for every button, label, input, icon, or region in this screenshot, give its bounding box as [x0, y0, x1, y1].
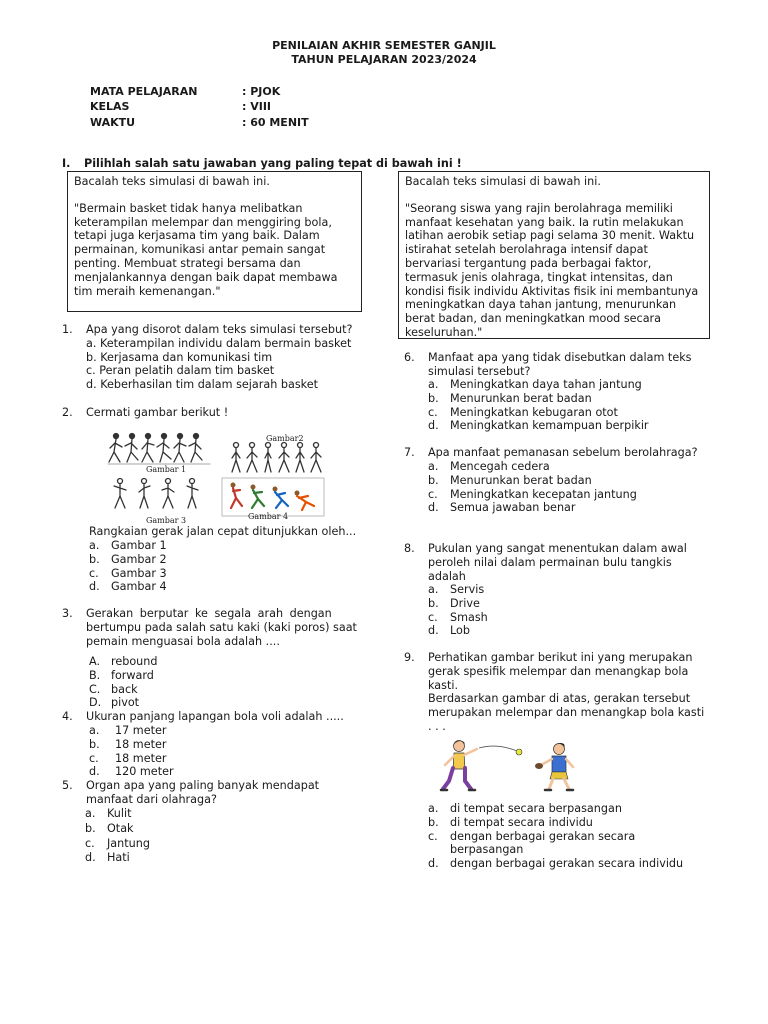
option-d[interactable]: d. Keberhasilan tim dalam sejarah basket — [86, 378, 318, 392]
figure-caption: Gambar 4 — [248, 512, 289, 521]
question-text: Organ apa yang paling banyak mendapat — [86, 779, 320, 792]
option-c[interactable]: c. Smash — [428, 610, 488, 624]
question-number: 8. — [404, 542, 415, 555]
question-8 — [404, 542, 724, 583]
question-number: 5. — [62, 779, 73, 792]
doc-subtitle: TAHUN PELAJARAN 2023/2024 — [291, 53, 477, 66]
question-text: Perhatikan gambar berikut ini yang merupakan — [428, 651, 693, 664]
question-text: manfaat dari olahraga? — [86, 792, 217, 806]
question-text: Pukulan yang sangat menentukan dalam awal — [428, 542, 687, 555]
question-3 — [62, 607, 382, 648]
doc-title: PENILAIAN AKHIR SEMESTER GANJIL — [272, 39, 496, 52]
question-3-options — [89, 655, 349, 710]
option-c-continued: berpasangan — [450, 843, 524, 857]
question-number: 4. — [62, 710, 73, 723]
option-b[interactable]: B. forward — [89, 668, 154, 682]
box-intro: Bacalah teks simulasi di bawah ini. — [74, 175, 270, 188]
question-text: kasti. — [428, 678, 459, 692]
question-2 — [62, 406, 382, 420]
box-line: istirahat setelah berolahraga intensif dapat — [405, 243, 648, 257]
question-4 — [62, 710, 382, 724]
question-text: . . . — [428, 719, 446, 733]
box-line: bervariasi tergantung pada berbagai faktor, — [405, 256, 652, 270]
question-text: Gerakan berputar ke segala arah dengan — [86, 607, 332, 620]
box-line: "Bermain basket tidak hanya melibatkan — [74, 201, 303, 215]
reading-box-right — [398, 171, 710, 339]
question-5 — [62, 779, 382, 807]
question-text: simulasi tersebut? — [428, 364, 531, 378]
question-text: peroleh nilai dalam permainan bulu tangkis — [428, 555, 672, 569]
figure-caption: Gambar 3 — [146, 516, 187, 525]
option-b[interactable]: b. Otak — [85, 821, 134, 835]
box-line: permainan, komunikasi antar pemain sangat — [74, 243, 326, 257]
option-b[interactable]: b. Gambar 2 — [89, 552, 167, 566]
box-line: kondisi fisik individu Aktivitas fisik ini membantunya — [405, 284, 699, 298]
option-c[interactable]: c. Jantung — [85, 836, 150, 850]
info-value-subject: : PJOK — [242, 85, 281, 98]
box-line: "Seorang siswa yang rajin berolahraga memiliki — [405, 201, 673, 215]
box-line: keterampilan melempar dan menggiring bola, — [74, 215, 332, 229]
option-b[interactable]: b. di tempat secara individu — [428, 815, 593, 829]
option-d[interactable]: D. pivot — [89, 696, 140, 710]
question-text: Manfaat apa yang tidak disebutkan dalam teks — [428, 351, 692, 364]
question-text: Apa yang disorot dalam teks simulasi tersebut? — [86, 323, 353, 336]
question-5-options — [85, 807, 345, 866]
box-line: berat badan, dan meningkatkan mood secara — [405, 312, 662, 326]
question-2-prompt: Rangkaian gerak jalan cepat ditunjukkan oleh... — [89, 525, 357, 538]
box-line: keseluruhan." — [405, 325, 483, 339]
question-9 — [404, 651, 734, 734]
section-number: I. — [62, 157, 71, 170]
question-number: 6. — [404, 351, 415, 364]
question-text: pemain menguasai bola adalah .... — [86, 634, 280, 648]
option-a[interactable]: A. rebound — [89, 655, 158, 668]
option-a[interactable]: a. Meningkatkan daya tahan jantung — [428, 378, 642, 391]
question-text: merupakan melempar dan menangkap bola kasti — [428, 706, 705, 720]
box-line: tetapi juga kerjasama tim yang baik. Dalam — [74, 229, 320, 243]
question-text: gerak spesifik melempar dan menangkap bola — [428, 664, 689, 678]
option-a[interactable]: a. Kulit — [85, 807, 132, 820]
question-text: Apa manfaat pemanasan sebelum berolahraga? — [428, 446, 698, 459]
walking-figures-image — [106, 428, 328, 524]
option-c[interactable]: c. dengan berbagai gerakan secara — [428, 829, 636, 843]
option-c[interactable]: c. Meningkatkan kecepatan jantung — [428, 487, 637, 501]
option-d[interactable]: d. Hati — [85, 851, 130, 865]
option-a[interactable]: a. Keterampilan individu dalam bermain basket — [86, 336, 352, 350]
option-d[interactable]: d. dengan berbagai gerakan secara individu — [428, 857, 684, 871]
option-b[interactable]: b. Menurunkan berat badan — [428, 391, 592, 405]
box-line: termasuk jenis olahraga, tingkat intensitas, dan — [405, 270, 673, 284]
question-7-options — [428, 460, 728, 515]
box-line: penting. Membuat strategi bersama dan — [74, 256, 301, 270]
info-value-class: : VIII — [242, 100, 272, 113]
question-6 — [404, 351, 724, 379]
option-d[interactable]: d. Lob — [428, 624, 470, 638]
box-line: meningkatkan daya tahan jantung, menurunkan — [405, 298, 677, 312]
option-a[interactable]: a. Servis — [428, 583, 485, 596]
question-1 — [62, 323, 382, 392]
option-b[interactable]: b. Menurunkan berat badan — [428, 473, 592, 487]
info-label-subject: MATA PELAJARAN — [90, 85, 198, 98]
info-value-time: : 60 MENIT — [242, 116, 309, 129]
question-number: 7. — [404, 446, 415, 459]
option-c[interactable]: c. 18 meter — [89, 751, 167, 765]
option-a[interactable]: a. Mencegah cedera — [428, 460, 550, 473]
box-line: latihan aerobik setiap pagi selama 30 menit. Waktu — [405, 229, 695, 243]
option-c[interactable]: C. back — [89, 682, 138, 696]
figure-caption: Gambar2 — [266, 434, 304, 443]
reading-box-left — [67, 171, 362, 312]
option-d[interactable]: d. Gambar 4 — [89, 580, 167, 594]
question-text: bertumpu pada salah satu kaki (kaki poros) saat — [86, 620, 357, 634]
box-line: manfaat kesehatan yang baik. Ia rutin melakukan — [405, 215, 684, 229]
question-4-options — [89, 724, 349, 779]
info-label-time: WAKTU — [90, 116, 136, 129]
question-9-options — [428, 802, 728, 871]
option-b[interactable]: b. Drive — [428, 596, 480, 610]
question-text: adalah — [428, 569, 466, 583]
option-a[interactable]: a. Gambar 1 — [89, 539, 167, 552]
question-8-options — [428, 583, 728, 638]
question-7 — [404, 446, 724, 460]
option-d[interactable]: d. 120 meter — [89, 765, 174, 779]
question-text: Cermati gambar berikut ! — [86, 406, 229, 419]
question-number: 1. — [62, 323, 73, 336]
section-instruction: Pilihlah salah satu jawaban yang paling tepat di bawah ini ! — [84, 157, 462, 170]
box-intro: Bacalah teks simulasi di bawah ini. — [405, 175, 601, 188]
throw-catch-illustration — [437, 737, 587, 795]
option-a[interactable]: a. di tempat secara berpasangan — [428, 802, 622, 815]
box-line: tim meraih kemenangan." — [74, 284, 221, 298]
question-number: 9. — [404, 651, 415, 664]
question-6-options — [428, 378, 728, 433]
option-a[interactable]: a. 17 meter — [89, 724, 167, 737]
throw-catch-image — [437, 737, 587, 795]
option-c[interactable]: c. Meningkatkan kebugaran otot — [428, 405, 618, 419]
question-text: Berdasarkan gambar di atas, gerakan tersebut — [428, 692, 691, 706]
info-label-class: KELAS — [90, 100, 130, 113]
option-d[interactable]: d. Semua jawaban benar — [428, 501, 576, 515]
option-b[interactable]: b. Kerjasama dan komunikasi tim — [86, 350, 273, 364]
box-line: menjalankannya dengan baik dapat membawa — [74, 270, 338, 284]
option-d[interactable]: d. Meningkatkan kemampuan berpikir — [428, 419, 649, 433]
option-c[interactable]: c. Gambar 3 — [89, 566, 167, 580]
question-number: 3. — [62, 607, 73, 620]
question-2-options — [89, 539, 349, 594]
option-c[interactable]: c. Peran pelatih dalam tim basket — [86, 364, 275, 378]
question-number: 2. — [62, 406, 73, 419]
figure-caption: Gambar 1 — [146, 465, 187, 474]
option-b[interactable]: b. 18 meter — [89, 737, 167, 751]
question-text: Ukuran panjang lapangan bola voli adalah ..... — [86, 710, 344, 723]
